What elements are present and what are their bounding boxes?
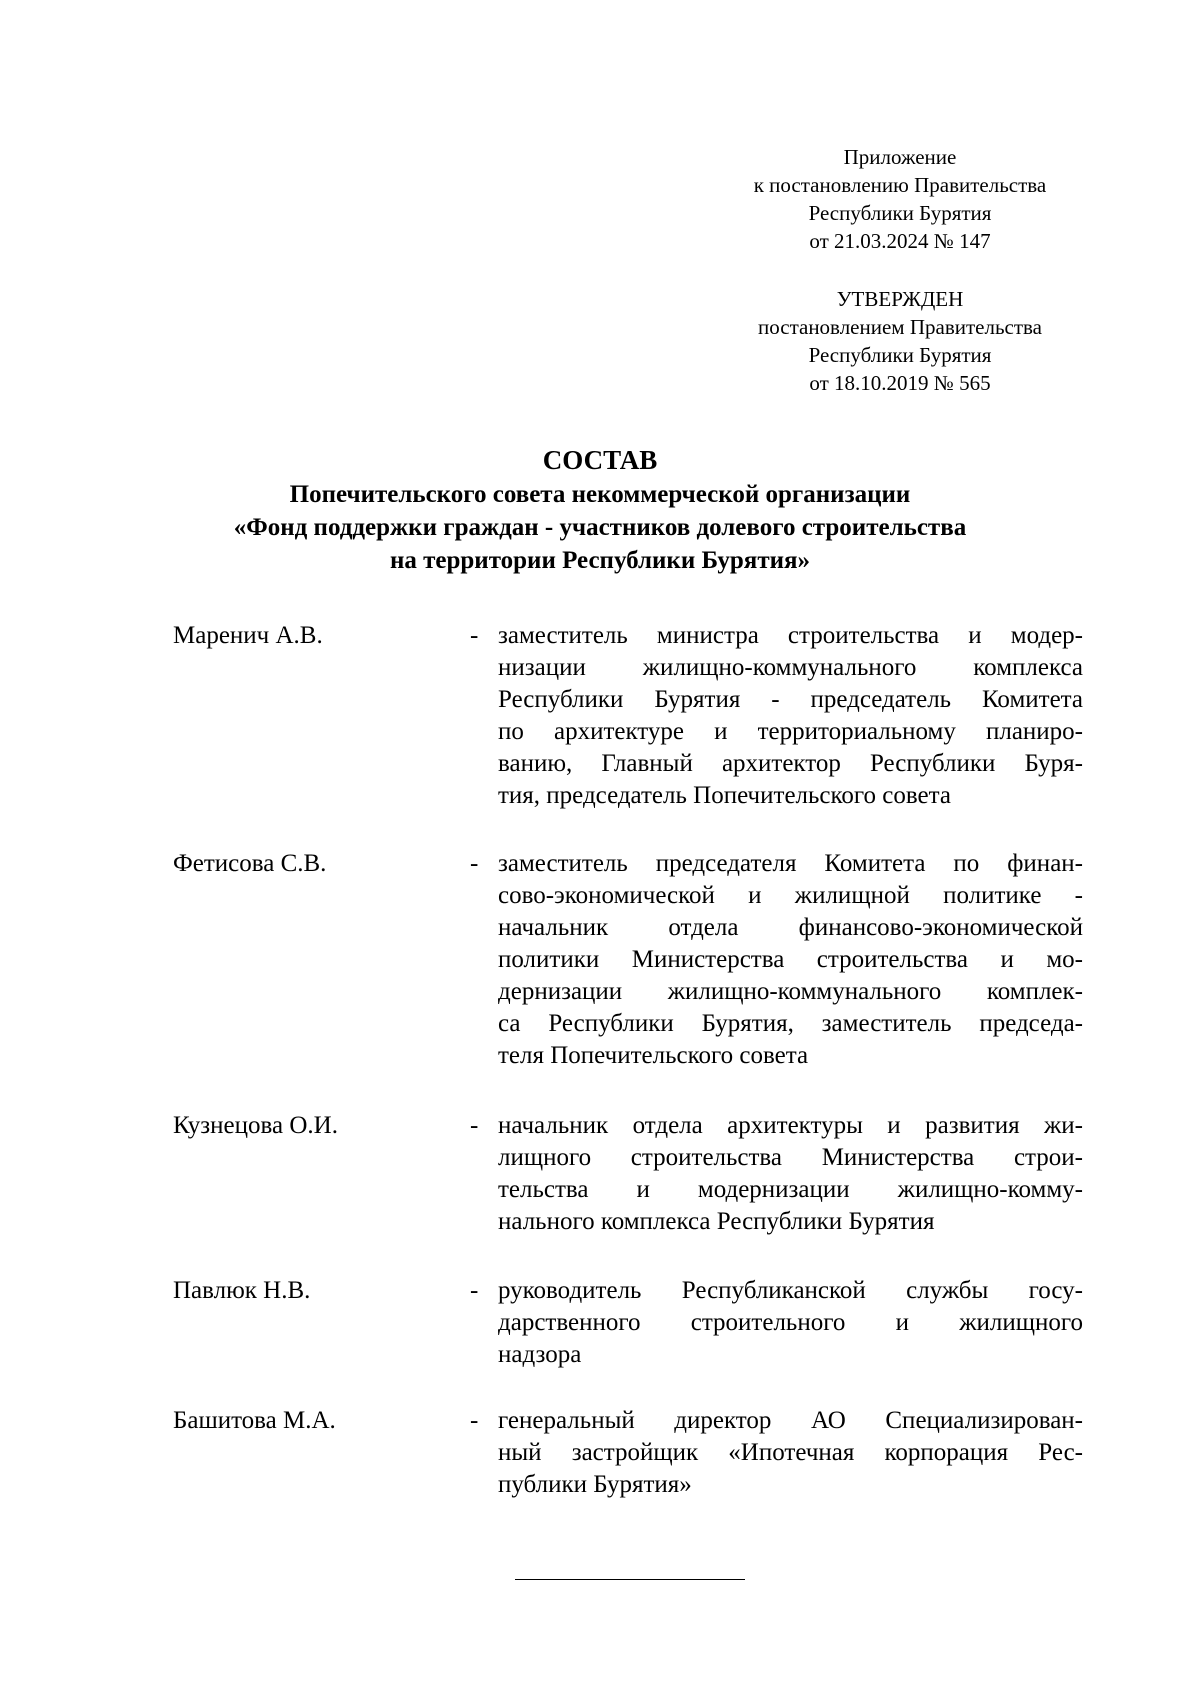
title-line: Попечительского совета некоммерческой организации <box>289 481 911 508</box>
member-name: Маренич А.В. <box>173 622 323 649</box>
member-dash: - <box>470 1277 479 1304</box>
title-main: СОСТАВ <box>542 445 658 475</box>
member-dash: - <box>470 1407 479 1434</box>
description-line: заместитель министра строительства и модер- <box>498 622 1083 649</box>
description-line: тия, председатель Попечительского совета <box>498 782 951 809</box>
title-line: на территории Республики Бурятия» <box>389 547 811 574</box>
description-line: дернизации жилищно-коммунального комплек- <box>498 978 1083 1005</box>
member-dash: - <box>470 850 479 877</box>
appendix-line: от 21.03.2024 № 147 <box>809 229 991 253</box>
description-line: ный застройщик «Ипотечная корпорация Рес- <box>498 1439 1083 1466</box>
description-line: руководитель Республиканской службы госу- <box>498 1277 1083 1304</box>
description-line: теля Попечительского совета <box>498 1042 809 1069</box>
description-line: нального комплекса Республики Бурятия <box>498 1208 935 1235</box>
member-description <box>498 1405 1083 1501</box>
description-line: са Республики Бурятия, заместитель председа- <box>498 1010 1083 1037</box>
description-line: низации жилищно-коммунального комплекса <box>498 654 1083 681</box>
member-description <box>498 1110 1083 1238</box>
member-name: Башитова М.А. <box>173 1407 336 1434</box>
description-line: политики Министерства строительства и мо- <box>498 946 1083 973</box>
description-line: Республики Бурятия - председатель Комитета <box>498 686 1083 713</box>
approved-line: постановлением Правительства <box>757 315 1042 339</box>
description-line: начальник отдела архитектуры и развития жи- <box>498 1112 1083 1139</box>
title-line: «Фонд поддержки граждан - участников долевого строительства <box>233 514 967 541</box>
approved-line: Республики Бурятия <box>808 343 992 367</box>
appendix-line: Республики Бурятия <box>808 201 992 225</box>
member-description <box>498 1275 1083 1371</box>
description-line: ванию, Главный архитектор Республики Буря- <box>498 750 1083 777</box>
document-title <box>0 444 1200 577</box>
end-separator-line <box>515 1579 745 1580</box>
description-line: публики Бурятия» <box>498 1471 692 1498</box>
appendix-line: Приложение <box>843 145 957 169</box>
member-name: Павлюк Н.В. <box>173 1277 311 1304</box>
approved-line: УТВЕРЖДЕН <box>836 287 964 311</box>
member-dash: - <box>470 1112 479 1139</box>
member-description <box>498 620 1083 812</box>
description-line: заместитель председателя Комитета по финан- <box>498 850 1083 877</box>
member-name: Кузнецова О.И. <box>173 1112 338 1139</box>
description-line: генеральный директор АО Специализирован- <box>498 1407 1083 1434</box>
member-dash: - <box>470 622 479 649</box>
member-description <box>498 848 1083 1072</box>
description-line: надзора <box>498 1341 582 1368</box>
approved-header <box>700 285 1100 397</box>
description-line: сово-экономической и жилищной политике - <box>498 882 1083 909</box>
appendix-line: к постановлению Правительства <box>753 173 1047 197</box>
approved-line: от 18.10.2019 № 565 <box>809 371 991 395</box>
description-line: дарственного строительного и жилищного <box>498 1309 1083 1336</box>
description-line: начальник отдела финансово-экономической <box>498 914 1083 941</box>
description-line: по архитектуре и территориальному планиро- <box>498 718 1083 745</box>
appendix-header <box>700 143 1100 255</box>
description-line: тельства и модернизации жилищно-комму- <box>498 1176 1083 1203</box>
member-name: Фетисова С.В. <box>173 850 327 877</box>
description-line: лищного строительства Министерства строи- <box>498 1144 1083 1171</box>
